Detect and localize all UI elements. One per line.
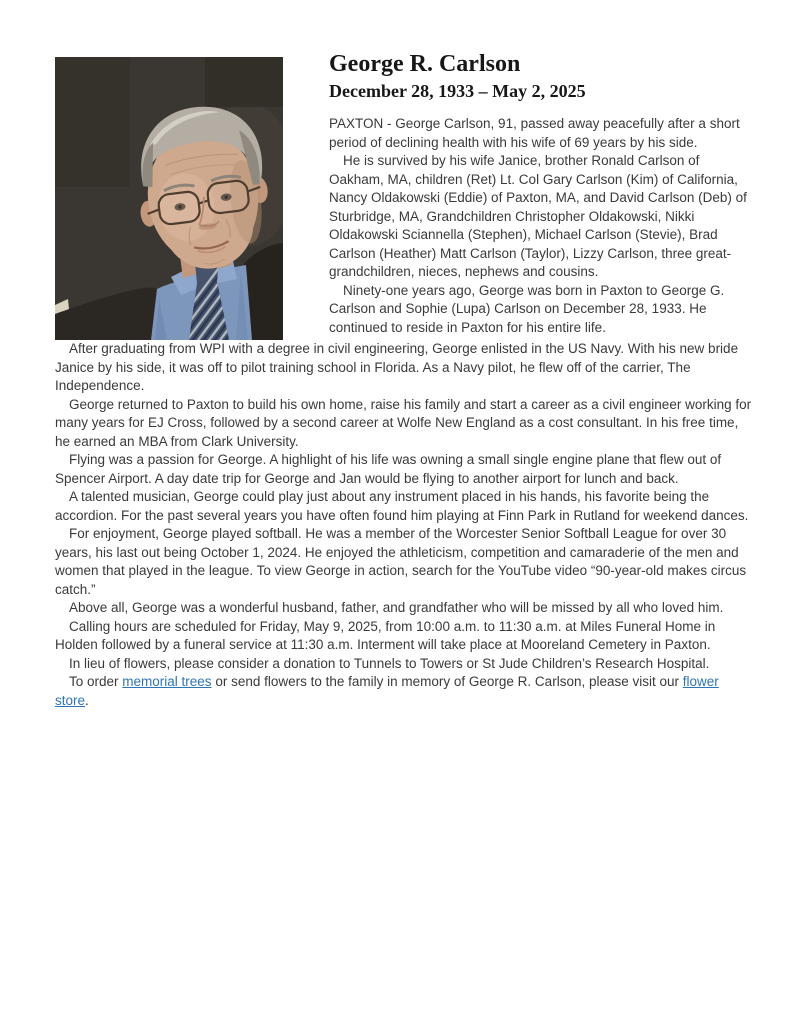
paragraph-lead-3: Ninety-one years ago, George was born in Paxton to George G. Carlson and Sophie (Lupa) Carlson on December 28, 1933. He continued to reside in Paxton for his entire life. <box>329 282 725 335</box>
portrait-photo-illustration <box>55 57 283 340</box>
memorial-trees-link[interactable]: memorial trees <box>122 674 212 689</box>
paragraph-lead-1: PAXTON - George Carlson, 91, passed away peacefully after a short period of declining health with his wife of 69 years by his side. <box>329 116 740 150</box>
deceased-name-heading: George R. Carlson <box>329 51 521 77</box>
top-section <box>55 50 756 340</box>
paragraph-career: George returned to Paxton to build his own home, raise his family and start a career as a civil engineer working for many years for EJ Cross, followed by a second career at Wolfe New England as a cost consultant. In his free time, he earned an MBA from Clark University. <box>55 396 752 449</box>
body-section <box>55 340 756 710</box>
closing-text-2: or send flowers to the family in memory of George R. Carlson, please visit our <box>211 674 683 689</box>
paragraph-family-tribute: Above all, George was a wonderful husband, father, and grandfather who will be missed by all who loved him. <box>69 600 724 615</box>
paragraph-closing <box>55 673 756 710</box>
portrait-photo <box>55 57 283 340</box>
paragraph-softball: For enjoyment, George played softball. He was a member of the Worcester Senior Softball League for over 30 years, his last out being October 1, 2024. He enjoyed the athleticism, competition and camaraderie of the men and women that played in the league. To view George in action, search for the YouTube video “90-year-old makes circus catch.” <box>55 526 747 597</box>
life-dates: December 28, 1933 – May 2, 2025 <box>329 81 586 101</box>
closing-text-3: . <box>85 692 89 708</box>
paragraph-services: Calling hours are scheduled for Friday, May 9, 2025, from 10:00 a.m. to 11:30 a.m. at Miles Funeral Home in Holden followed by a funeral service at 11:30 a.m. Interment will take place at Mooreland Cemetery in Paxton. <box>55 618 716 652</box>
paragraph-lead-2: He is survived by his wife Janice, brother Ronald Carlson of Oakham, MA, children (Ret) Lt. Col Gary Carlson (Kim) of California, Nancy Oldakowski (Eddie) of Paxton, MA, and David Carlson (Deb) of Sturbridge, MA, Grandchildren Christopher Oldakowski, Nikki Oldakowski Sciannella (Stephen), Michael Carlson (Stevie), Brad Carlson (Heather) Matt Carlson (Taylor), Lizzy Carlson, three great-grandchildren, nieces, nephews and cousins. <box>329 153 747 279</box>
paragraph-donations: In lieu of flowers, please consider a donation to Tunnels to Towers or St Jude Children’s Research Hospital. <box>69 655 710 671</box>
header-and-lead-column <box>329 50 756 337</box>
paragraph-navy: After graduating from WPI with a degree in civil engineering, George enlisted in the US Navy. With his new bride Janice by his side, it was off to pilot training school in Florida. As a Navy pilot, he flew off of the carrier, The Independence. <box>55 341 739 393</box>
flower-store-link[interactable]: flower store <box>55 674 719 708</box>
closing-text-1: To order <box>69 674 123 689</box>
paragraph-flying: Flying was a passion for George. A highlight of his life was owning a small single engine plane that flew out of Spencer Airport. A day date trip for George and Jan would be flying to another airport for lunch and back. <box>55 452 722 486</box>
paragraph-music: A talented musician, George could play just about any instrument placed in his hands, his favorite being the accordion. For the past several years you have often found him playing at Finn Park in Rutland for weekend dances. <box>55 489 749 523</box>
